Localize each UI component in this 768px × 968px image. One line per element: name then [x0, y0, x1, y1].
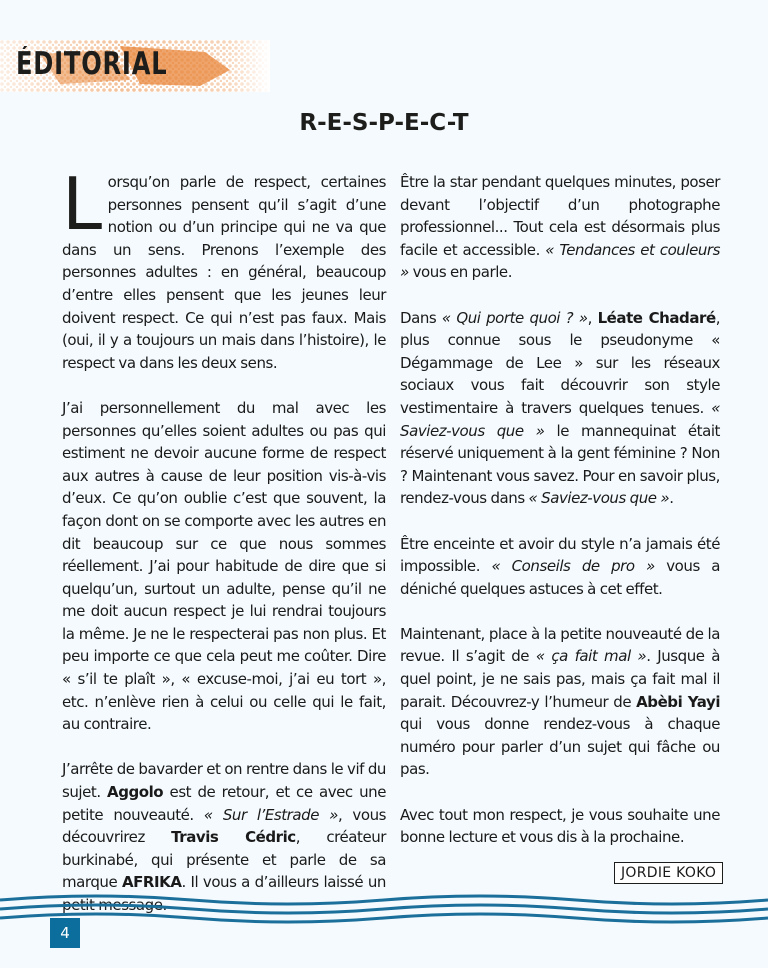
- rubric-ca-fait-mal: « ça fait mal »: [535, 647, 647, 666]
- rubric-saviez-vous-que-2: « Saviez-vous que »: [528, 489, 670, 508]
- person-leate-chadare: Léate Chadaré: [597, 308, 716, 327]
- section-label: ÉDITORIAL: [16, 46, 168, 82]
- magazine-name-aggolo: Aggolo: [107, 783, 164, 802]
- section-header: [0, 40, 270, 92]
- rubric-conseils-de-pro: « Conseils de pro »: [491, 557, 655, 576]
- person-travis-cedric: Travis Cédric: [171, 828, 296, 847]
- paragraph-3: J’arrête de bavarder et on rentre dans le vif du sujet. Aggolo est de retour, et ce avec une petite nouveauté. « Sur l’Estrade », vous découvrirez Travis Cédric, créateur burkinabé, qui présente et parle de sa marque AFRIKA. Il vous a d’ailleurs laissé un petit message.: [62, 760, 387, 914]
- author-signature: JORDIE KOKO: [614, 862, 723, 884]
- rubric-qui-porte-quoi: « Qui porte quoi ? »: [441, 308, 588, 327]
- page-number: 4: [50, 918, 80, 948]
- paragraph-4: Être la star pendant quelques minutes, poser devant l’objectif d’un photographe professionnel... Tout cela est désormais plus facile et accessible. « Tendances et couleurs » vous en parle.: [400, 173, 720, 282]
- person-abebi-yayi: Abèbi Yayi: [636, 692, 721, 711]
- paragraph-1: [62, 162, 386, 374]
- paragraph-8: Avec tout mon respect, je vous souhaite une bonne lecture et vous dis à la prochaine.: [400, 805, 720, 847]
- drop-cap: L: [62, 162, 102, 246]
- paragraph-6: Être enceinte et avoir du style n’a jamais été impossible. « Conseils de pro » vous a déniché quelques astuces à cet effet.: [400, 534, 720, 598]
- wave-decoration: [0, 892, 768, 932]
- rubric-tendances-et-couleurs: « Tendances et couleurs »: [400, 240, 720, 282]
- paragraph-7: Maintenant, place à la petite nouveauté de la revue. Il s’agit de « ça fait mal ». Jusque à quel point, je ne sais pas, mais ça fait mal il parait. Découvrez-y l’humeur de Abèbi Yayi qui vous donne rendez-vous à chaque numéro pour parler d’un sujet qui fâche ou pas.: [400, 624, 721, 779]
- article-title: R-E-S-P-E-C-T: [299, 110, 469, 136]
- rubric-sur-l-estrade: « Sur l’Estrade »: [203, 805, 338, 824]
- paragraph-2: J’ai personnellement du mal avec les personnes qu’elles soient adultes ou pas qui estiment ne devoir aucune forme de respect aux autres à cause de leur position vis-à-vis d’eux. Ce qu’on oublie c’est que souvent, la façon dont on se comporte avec les autres en dit beaucoup sur ce que nous sommes réellement. J’ai pour habitude de dire que si quelqu’un, surtout un adulte, pense qu’il ne me doit aucun respect je lui rendrai toujours la même. Je ne le respecterai pas non plus. Et peu importe ce que cela peut me coûter. Dire « s’il te plaît », « excuse-moi, j’ai eu tort », etc. n’enlève rien à celui ou celle qui le fait, au contraire.: [62, 398, 386, 734]
- brand-afrika: AFRIKA: [121, 873, 182, 892]
- paragraph-1-text: orsqu’on parle de respect, certaines personnes pensent qu’il s’agit d’une notion ou d’un principe qui ne va que dans un sens. Prenons l’exemple des personnes adultes : en général, beaucoup d’entre elles pensent que les jeunes leur doivent respect. Ce qui n’est pas faux. Mais (oui, il y a toujours un mais dans l’histoire), le respect va dans les deux sens.: [62, 173, 386, 372]
- article-column-right: [400, 171, 720, 871]
- rubric-saviez-vous-que: « Saviez-vous que »: [400, 398, 720, 440]
- paragraph-5: Dans « Qui porte quoi ? », Léate Chadaré, plus connue sous le pseudonyme « Dégammage de Lee » sur les réseaux sociaux vous fait découvrir son style vestimentaire à travers quelques tenues. « Saviez-vous que » le mannequinat était réservé uniquement à la gent féminine ? Non ? Maintenant vous savez. Pour en savoir plus, rendez-vous dans « Saviez-vous que ».: [400, 308, 721, 508]
- article-column-left: [62, 162, 387, 939]
